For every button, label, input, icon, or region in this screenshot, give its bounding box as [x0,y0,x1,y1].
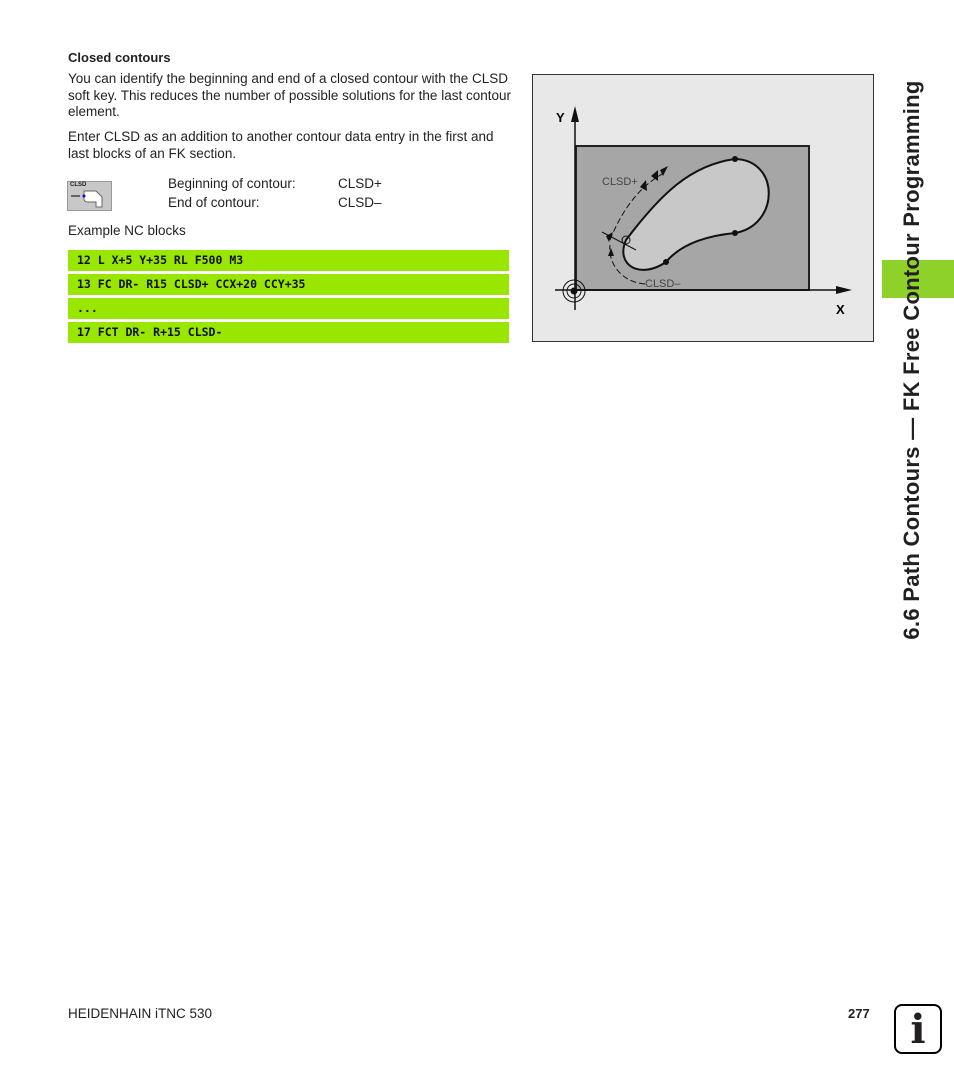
section-heading: Closed contours [68,50,171,65]
paragraph-1: You can identify the beginning and end of a closed contour with the CLSD soft key. This reduces the number of possible solutions for the last contour element. [68,71,511,119]
page-number: 277 [848,1006,870,1021]
nc-block: ... [68,298,509,319]
clsd-plus-label: CLSD+ [602,176,638,188]
y-label: Y [556,110,565,125]
def-value-1: CLSD+ [338,176,382,191]
paragraph-2: Enter CLSD as an addition to another contour data entry in the first and last blocks of an FK section. [68,129,494,161]
chapter-title: 6.6 Path Contours — FK Free Contour Programming [899,80,924,640]
nc-block: 13 FC DR- R15 CLSD+ CCX+20 CCY+35 [68,274,509,295]
nc-block: 12 L X+5 Y+35 RL F500 M3 [68,250,509,271]
softkey-label: CLSD [70,182,87,188]
contour-figure [0,0,954,400]
info-icon: i [894,1004,942,1054]
def-value-2: CLSD– [338,195,382,210]
footer-product: HEIDENHAIN iTNC 530 [68,1006,213,1021]
nc-block: 17 FCT DR- R+15 CLSD- [68,322,509,343]
x-label: X [836,302,845,317]
def-term-1: Beginning of contour: [168,176,296,191]
clsd-minus-label: CLSD– [645,278,681,290]
def-term-2: End of contour: [168,195,260,210]
example-label: Example NC blocks [68,223,186,238]
